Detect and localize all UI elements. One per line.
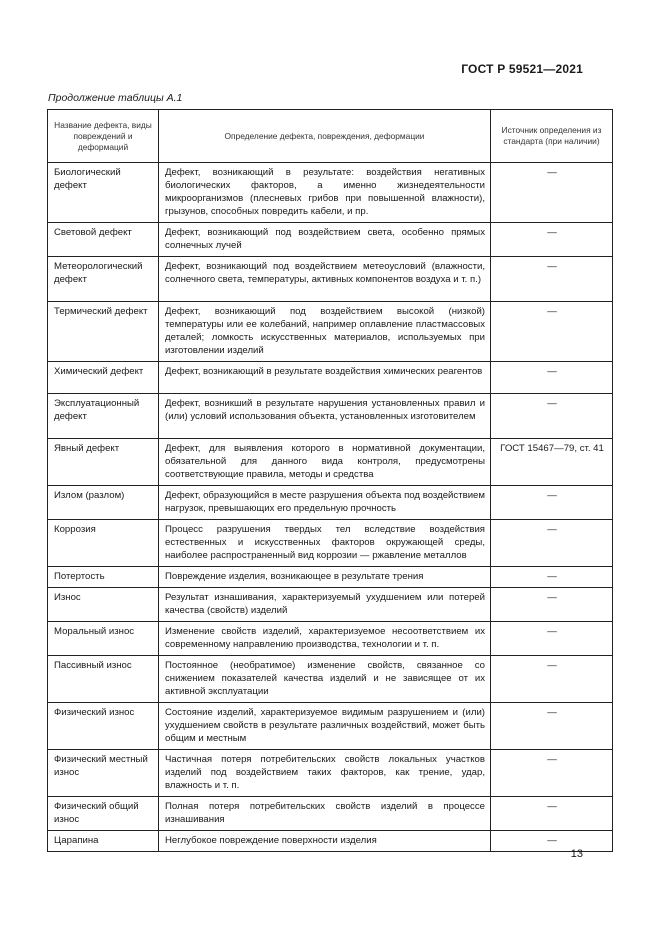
defect-name-cell: Коррозия xyxy=(48,520,159,567)
defect-source-cell: — xyxy=(491,797,613,831)
defect-name-cell: Потертость xyxy=(48,567,159,588)
table-row xyxy=(48,797,613,831)
defect-source-cell: — xyxy=(491,520,613,567)
defect-source-cell: — xyxy=(491,831,613,852)
defect-name-cell: Физический износ xyxy=(48,703,159,750)
defect-name-cell: Световой дефект xyxy=(48,223,159,257)
defect-definition-cell: Дефект, возникающий под воздействием высокой (низкой) температуры или ее колебаний, например оплавление пластмассовых деталей; ломкость искусственных материалов, используемых при изготовлении изделий xyxy=(159,302,491,362)
column-header-definition: Определение дефекта, повреждения, деформации xyxy=(159,110,491,163)
defect-definition-cell: Результат изнашивания, характеризуемый ухудшением или потерей качества (свойств) изделий xyxy=(159,588,491,622)
table-row xyxy=(48,486,613,520)
defect-name-cell: Излом (разлом) xyxy=(48,486,159,520)
defect-name-cell: Износ xyxy=(48,588,159,622)
table-caption: Продолжение таблицы А.1 xyxy=(48,92,183,104)
defect-definition-cell: Дефект, возникающий под воздействием метеоусловий (влажности, солнечного света, температуры, активных компонентов воздуха и т. п.) xyxy=(159,257,491,302)
defect-source-cell: — xyxy=(491,257,613,302)
column-header-source: Источник определения из стандарта (при наличии) xyxy=(491,110,613,163)
defect-name-cell: Эксплуатационный дефект xyxy=(48,394,159,439)
defect-definition-cell: Состояние изделий, характеризуемое видимым разрушением и (или) ухудшением свойств в результате различных воздействий, может быть общим и местным xyxy=(159,703,491,750)
table-row xyxy=(48,362,613,394)
page-number: 13 xyxy=(570,848,583,860)
table-row xyxy=(48,567,613,588)
defect-name-cell: Царапина xyxy=(48,831,159,852)
defect-source-cell: — xyxy=(491,394,613,439)
defects-table xyxy=(47,109,613,852)
table-row xyxy=(48,302,613,362)
table-row xyxy=(48,520,613,567)
table-row xyxy=(48,257,613,302)
table-row xyxy=(48,656,613,703)
defect-definition-cell: Постоянное (необратимое) изменение свойств, связанное со снижением показателей качества изделий и не зависящее от их активной эксплуатации xyxy=(159,656,491,703)
table-row xyxy=(48,223,613,257)
defect-name-cell: Биологический дефект xyxy=(48,163,159,223)
defect-source-cell: — xyxy=(491,703,613,750)
defect-definition-cell: Процесс разрушения твердых тел вследствие воздействия естественных и искусственных факторов окружающей среды, наиболее распространенный вид коррозии — ржавление металлов xyxy=(159,520,491,567)
column-header-name: Название дефекта, виды повреждений и деформаций xyxy=(48,110,159,163)
defect-source-cell: — xyxy=(491,656,613,703)
defect-name-cell: Моральный износ xyxy=(48,622,159,656)
defect-definition-cell: Неглубокое повреждение поверхности изделия xyxy=(159,831,491,852)
defect-source-cell: — xyxy=(491,362,613,394)
table-row xyxy=(48,394,613,439)
table-row xyxy=(48,163,613,223)
defect-name-cell: Химический дефект xyxy=(48,362,159,394)
table-row xyxy=(48,588,613,622)
defect-definition-cell: Дефект, возникающий в результате воздействия химических реагентов xyxy=(159,362,491,394)
defect-definition-cell: Изменение свойств изделий, характеризуемое несоответствием их современному направлению производства, технологии и т. п. xyxy=(159,622,491,656)
defect-definition-cell: Дефект, для выявления которого в нормативной документации, обязательной для данного вида контроля, предусмотрены соответствующие правила, методы и средства xyxy=(159,439,491,486)
defect-definition-cell: Частичная потеря потребительских свойств локальных участков изделий под воздействием таких факторов, как трение, удар, влажность и т. п. xyxy=(159,750,491,797)
defect-definition-cell: Дефект, возникший в результате нарушения установленных правил и (или) условий использования объекта, установленных изготовителем xyxy=(159,394,491,439)
defect-name-cell: Пассивный износ xyxy=(48,656,159,703)
defect-name-cell: Физический местный износ xyxy=(48,750,159,797)
defect-definition-cell: Полная потеря потребительских свойств изделий в процессе изнашивания xyxy=(159,797,491,831)
defect-source-cell: — xyxy=(491,163,613,223)
defect-source-cell: — xyxy=(491,750,613,797)
table-row xyxy=(48,703,613,750)
defect-source-cell: — xyxy=(491,567,613,588)
defect-definition-cell: Дефект, возникающий под воздействием света, особенно прямых солнечных лучей xyxy=(159,223,491,257)
defect-source-cell: — xyxy=(491,302,613,362)
defect-source-cell: — xyxy=(491,223,613,257)
table-header-row xyxy=(48,110,613,163)
defect-name-cell: Физический общий износ xyxy=(48,797,159,831)
table-row xyxy=(48,622,613,656)
defect-source-cell: — xyxy=(491,588,613,622)
defect-name-cell: Термический дефект xyxy=(48,302,159,362)
defect-name-cell: Метеорологический дефект xyxy=(48,257,159,302)
defect-source-cell: — xyxy=(491,486,613,520)
defect-source-cell: ГОСТ 15467—79, ст. 41 xyxy=(491,439,613,486)
defect-definition-cell: Дефект, образующийся в месте разрушения объекта под воздействием нагрузок, превышающих его предельную прочность xyxy=(159,486,491,520)
table-body xyxy=(48,163,613,852)
table-row xyxy=(48,831,613,852)
document-standard-code: ГОСТ Р 59521—2021 xyxy=(461,62,583,76)
defect-definition-cell: Дефект, возникающий в результате: воздействия негативных биологических факторов, а именно жизнедеятельности микроорганизмов (плесневых грибов при повышенной влажности), грызунов, способных повредить кабели, и пр. xyxy=(159,163,491,223)
defect-definition-cell: Повреждение изделия, возникающее в результате трения xyxy=(159,567,491,588)
defect-source-cell: — xyxy=(491,622,613,656)
table-row xyxy=(48,439,613,486)
table-row xyxy=(48,750,613,797)
defect-name-cell: Явный дефект xyxy=(48,439,159,486)
